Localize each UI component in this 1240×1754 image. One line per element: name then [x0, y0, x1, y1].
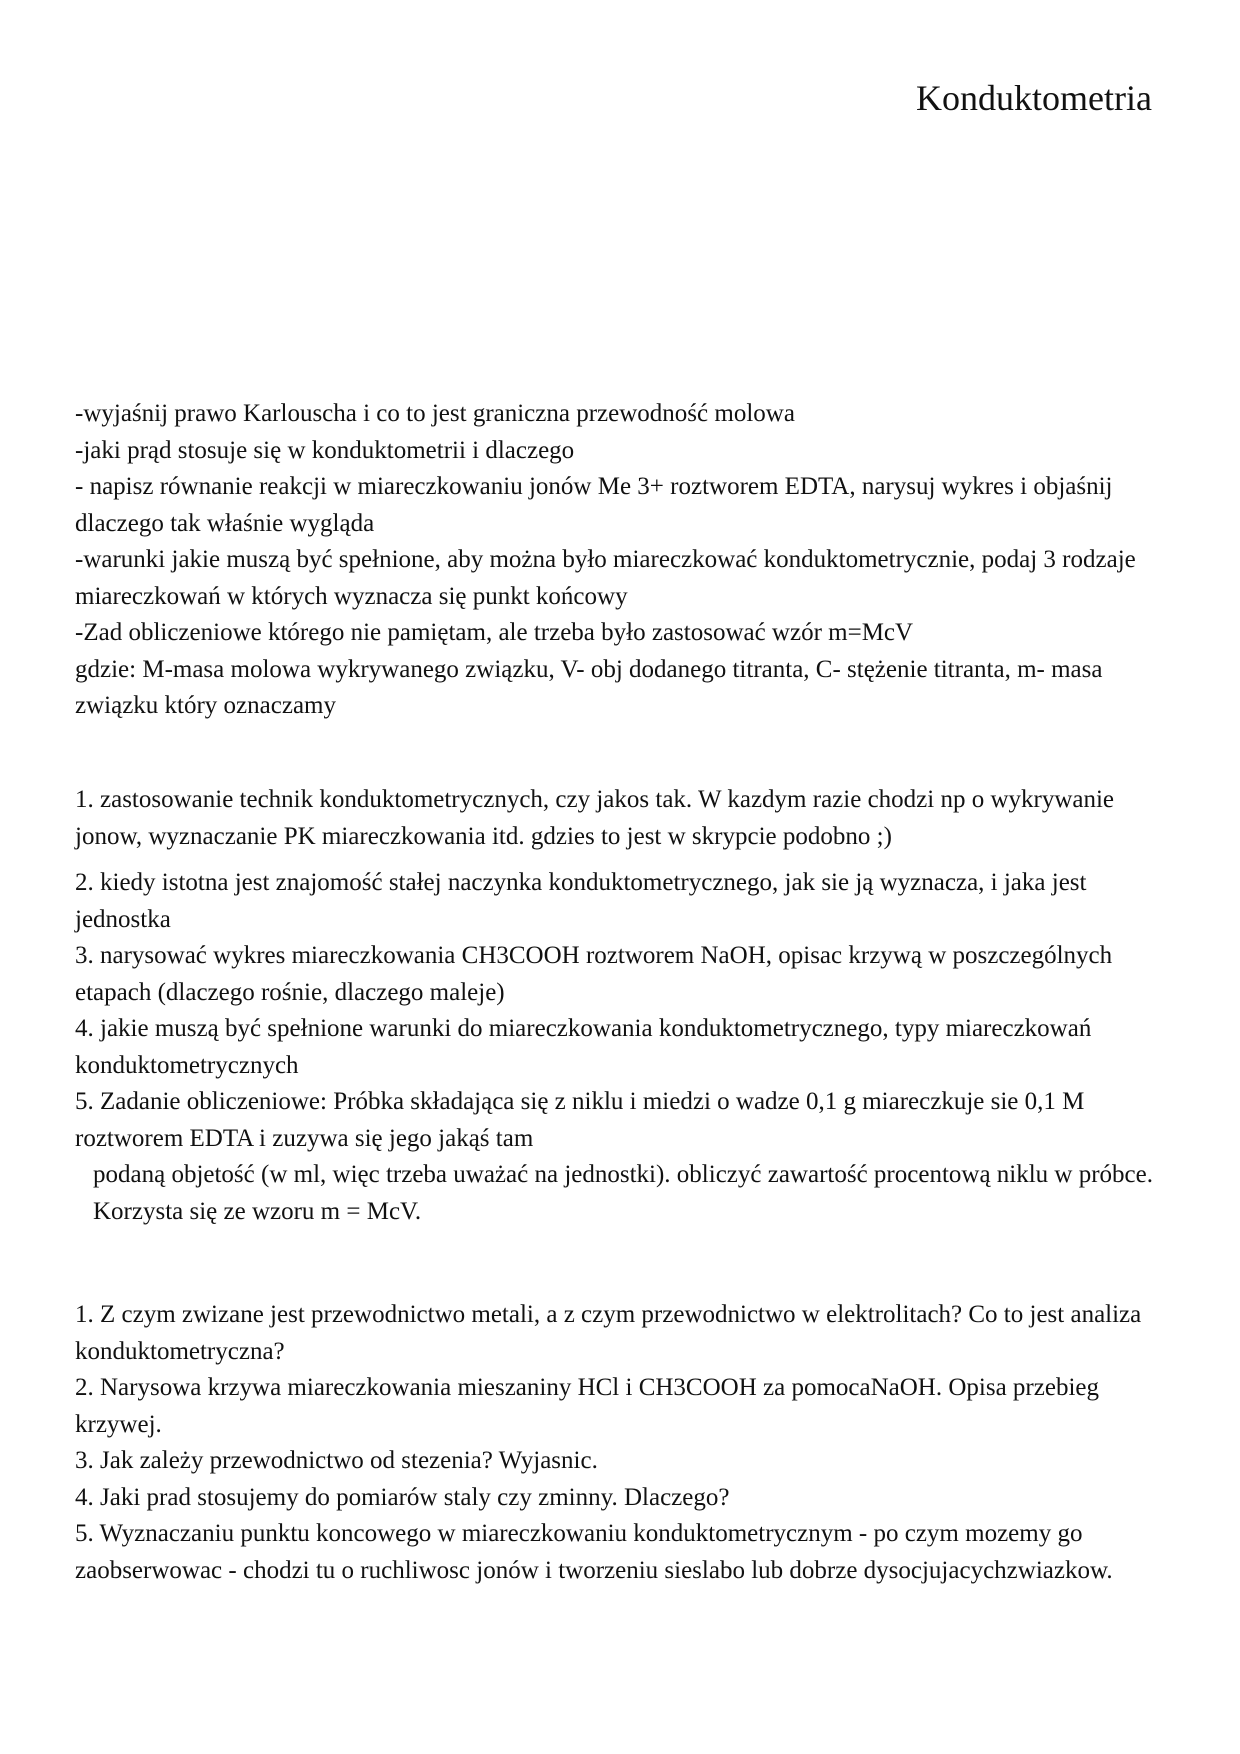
question-item: 5. Wyznaczaniu punktu koncowego w miareczkowaniu konduktometrycznym - po czym mozemy go zaobserwowac - chodzi tu o ruchliwosc jonów i tworzeniu sieslabo lub dobrze dysocjujacychzwiazkow. — [75, 1520, 1113, 1584]
question-item: -wyjaśnij prawo Karlouscha i co to jest graniczna przewodność molowa — [75, 400, 795, 427]
question-list-3 — [75, 1297, 1165, 1589]
question-item: 4. jakie muszą być spełnione warunki do miareczkowania konduktometrycznego, typy miareczkowań konduktometrycznych — [75, 1015, 1092, 1079]
question-item: 5. Zadanie obliczeniowe: Próbka składająca się z niklu i miedzi o wadze 0,1 g miareczkuje sie 0,1 M roztworem EDTA i zuzywa się jego jakąś tam — [75, 1088, 1085, 1152]
question-item: 3. narysować wykres miareczkowania CH3COOH roztworem NaOH, opisac krzywą w poszczególnych etapach (dlaczego rośnie, dlaczego maleje) — [75, 942, 1113, 1006]
question-item: - napisz równanie reakcji w miareczkowaniu jonów Me 3+ roztworem EDTA, narysuj wykres i objaśnij dlaczego tak właśnie wygląda — [75, 473, 1113, 537]
question-item: 1. zastosowanie technik konduktometrycznych, czy jakos tak. W kazdym razie chodzi np o wykrywanie jonow, wyznaczanie PK miareczkowania itd. gdzies to jest w skrypcie podobno ;) — [75, 786, 1115, 850]
question-item: 1. Z czym zwizane jest przewodnictwo metali, a z czym przewodnictwo w elektrolitach? Co to jest analiza konduktometryczna? — [75, 1301, 1142, 1365]
question-item: 3. Jak zależy przewodnictwo od stezenia? Wyjasnic. — [75, 1447, 598, 1474]
question-item: 2. kiedy istotna jest znajomość stałej naczynka konduktometrycznego, jak sie ją wyznacza, i jaka jest jednostka — [75, 869, 1087, 933]
question-item: 4. Jaki prad stosujemy do pomiarów staly czy zminny. Dlaczego? — [75, 1483, 730, 1511]
question-item: gdzie: M-masa molowa wykrywanego związku, V- obj dodanego titranta, C- stężenie titranta, m- masa związku który oznaczamy — [75, 655, 1103, 719]
question-item: -warunki jakie muszą być spełnione, aby można było miareczkować konduktometrycznie, podaj 3 rodzaje miareczkowań w których wyznacza się punkt końcowy — [75, 546, 1136, 610]
question-item: -jaki prąd stosuje się w konduktometrii i dlaczego — [75, 436, 575, 464]
question-item: -Zad obliczeniowe którego nie pamiętam, ale trzeba było zastosować wzór m=McV — [75, 619, 914, 646]
page-title: Konduktometria — [916, 78, 1152, 118]
question-item: 2. Narysowa krzywa miareczkowania mieszaniny HCl i CH3COOH za pomocaNaOH. Opisa przebieg krzywej. — [75, 1374, 1099, 1438]
question-list-2 — [75, 782, 1165, 1230]
question-list-1 — [75, 396, 1165, 725]
question-item-continuation: podaną objetość (w ml, więc trzeba uważać na jednostki). obliczyć zawartość procentową niklu w próbce. Korzysta się ze wzoru m = McV. — [93, 1161, 1153, 1225]
